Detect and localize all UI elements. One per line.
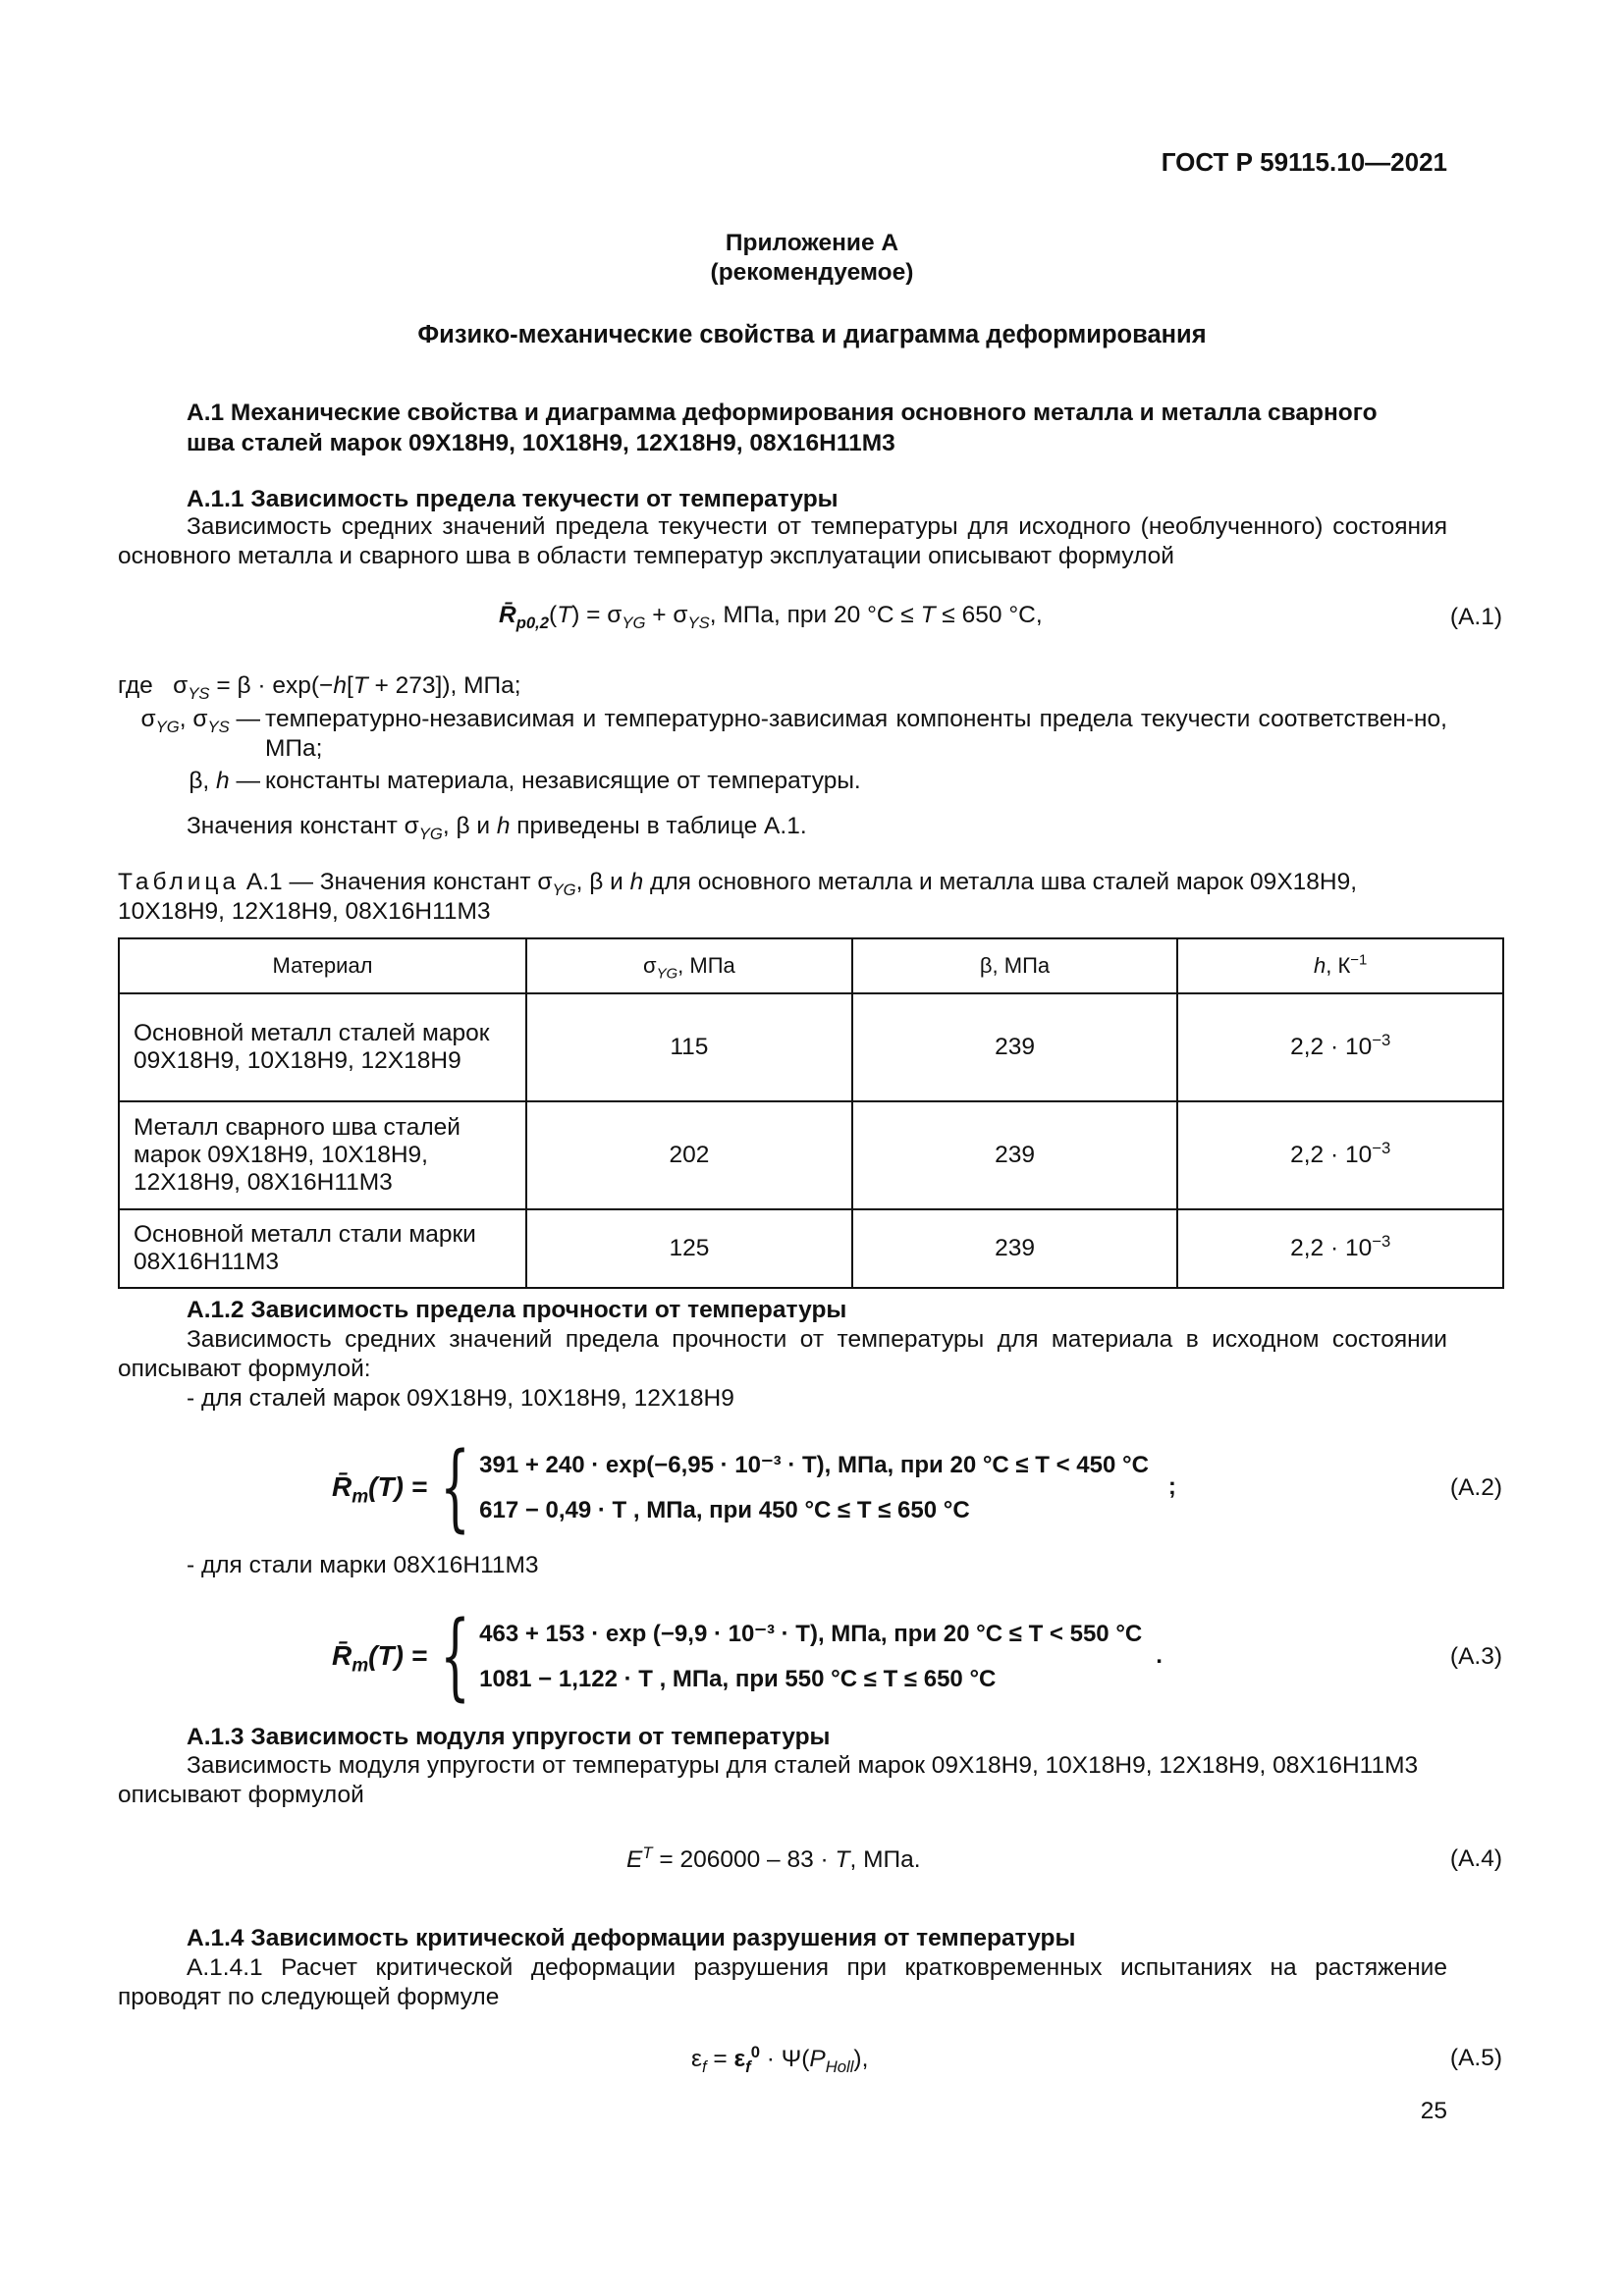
header-beta: β, МПа [852,938,1178,993]
where-label: где [118,672,153,699]
section-a111-heading: А.1.1 Зависимость предела текучести от температуры [187,486,839,512]
definition-sigma-text: температурно-независимая и температурно-зависимая компоненты предела текучести соответствен-но, МПа; [265,706,1447,762]
where-line: где $\sigma_{YS} = \beta \cdot \exp(-h[T + 273])$, МПа; [118,672,521,703]
table-a1 [118,937,1504,1289]
cell-h: $2,2 \cdot 10^{-3}$ [1177,1101,1503,1209]
cell-material: Металл сварного шва сталей марок 09Х18Н9, 10Х18Н9, 12Х18Н9, 08Х16Н11М3 [119,1101,526,1209]
brace-a3: { [440,1601,470,1711]
section-a1-heading-line1: А.1 Механические свойства и диаграмма деформирования основного металла и металла сварного [187,400,1378,426]
table-row [119,993,1503,1101]
equation-a5: $\varepsilon_f = \varepsilon_f^0 \cdot \Psi(P_{Holl})$, [691,2042,869,2076]
section-a112-heading: А.1.2 Зависимость предела прочности от температуры [187,1297,847,1323]
equation-a3-number: (А.3) [1449,1643,1502,1670]
equation-a4-number: (А.4) [1449,1845,1502,1872]
definition-beta-h-text: константы материала, независящие от температуры. [265,768,861,794]
equation-a2-number: (А.2) [1449,1474,1502,1501]
cell-beta: 239 [852,1101,1178,1209]
document-page: ГОСТ Р 59115.10—2021 Приложение А (рекомендуемое) Физико-механические свойства и диаграмма деформирования А.1 Механические свойства и диаграмма деформирования основного металла и металла сварного шва сталей марок 09Х18Н9, 10Х18Н9, 12Х18Н9, 08Х16Н11М3 А.1.1 Зависимость предела текучести от температуры Зависимость средних значений предела текучести от температуры для исходного (необлученного) состояния основного металла и сварного шва в области температур эксплуатации описывают формулой $R̄_{p0,2}(T) = \sigma_{YG} + \sigma_{YS}$, МПа, при 20 °С ≤ T ≤ 650 °С, (А.1) где $\sigma_{YS} = \beta \cdot \exp(-h[T + 273])$, МПа; $\sigma_{YG}$, $\sigma_{YS}$ — температурно-независимая и температурно-зависимая компоненты предела текучести соответствен-но, МПа; β, h — константы материала, независящие от температуры. Значения констант $\sigma_{YG}$, β и h приведены в таблице А.1. Таблица А.1 — Значения констант $\sigma_{YG}$, β и h для основного металла и металла шва сталей марок 09Х18Н9, 10Х18Н9, 12Х18Н9, 08Х16Н11М3 Материал $\sigma_{YG}$, МПа β, МПа h, $К^{-1}$ Основной металл сталей марок 09Х18Н9, 10Х18Н9, 12Х18Н9 115 239 $2,2 \cdot 10^{-3}$ Металл сварного шва сталей марок 09Х18Н9, 10Х18Н9, 12Х18Н9, 08Х16Н11М3 202 239 $2,2 \cdot 10^{-3}$ Основной металл стали марки 08Х16Н11М3 125 239 $2,2 \cdot 10^{-3}$ А.1.2 Зависимость предела прочности от температуры Зависимость средних значений предела прочности от температуры для материала в исходном состоянии описывают формулой: - для сталей марок 09Х18Н9, 10Х18Н9, 12Х18Н9 $R̄_m(T)$ = { 391 + 240 · exp(−6,95 · 10⁻³ · T), МПа, при 20 °С ≤ T < 450 °С 617 − 0,49 · T , МПа, при 450 °С ≤ T ≤ 650 °С ; (А.2) - для стали марки 08Х16Н11М3 $R̄_m(T)$ = { 463 + 153 · exp (−9,9 · 10⁻³ · T), МПа, при 20 °С ≤ T < 550 °С 1081 − 1,122 · T , МПа, при 550 °С ≤ T ≤ 650 °С . (А.3) А.1.3 Зависимость модуля упругости от температуры Зависимость модуля упругости от температуры для сталей марок 09Х18Н9, 10Х18Н9, 12Х18Н9, 08Х16Н11М3 описывают формулой $E^T = 206000 - 83 \cdot T$, МПа. (А.4) А.1.4 Зависимость критической деформации разрушения от температуры А.1.4.1 Расчет критической деформации разрушения при кратковременных испытаниях на растяжение проводят по следующей формуле $\varepsilon_f = \varepsilon_f^0 \cdot \Psi(P_{Holl})$, (А.5) 25 [0,0,1624,2296]
equation-a1-tail: , МПа, при 20 °С ≤ [709,602,921,628]
brace-a2: { [440,1432,470,1542]
header-h: h, $К^{-1}$ [1177,938,1503,993]
section-a1-heading-line2: шва сталей марок 09Х18Н9, 10Х18Н9, 12Х18Н9, 08Х16Н11М3 [187,430,895,456]
section-a113-text-line2: описывают формулой [118,1782,364,1808]
equation-a1: $R̄_{p0,2}(T) = \sigma_{YG} + \sigma_{YS}$, МПа, при 20 °С ≤ T ≤ 650 °С, [499,602,1043,632]
where-def: , МПа; [450,672,521,699]
section-a112-text: Зависимость средних значений предела прочности от температуры для материала в исходном состоянии описывают формулой: [118,1326,1447,1382]
cell-sigma: 202 [526,1101,852,1209]
page-number: 25 [1420,2098,1447,2124]
equation-a3: $R̄_m(T)$ = { 463 + 153 · exp (−9,9 · 10⁻³ · T), МПа, при 20 °С ≤ T < 550 °С 1081 − 1,122 · T , МПа, при 550 °С ≤ T ≤ 650 °С . [332,1601,1163,1711]
appendix-title: Приложение А [725,230,899,256]
table-row [119,1209,1503,1288]
section-a111-text: Зависимость средних значений предела текучести от температуры для исходного (необлученного) состояния основного металла и сварного шва в области температур эксплуатации описывают формулой [118,513,1447,569]
cell-material: Основной металл стали марки 08Х16Н11М3 [119,1209,526,1288]
table-caption-label: Таблица [118,869,241,895]
section-a114-heading: А.1.4 Зависимость критической деформации разрушения от температуры [187,1925,1076,1951]
cell-h: $2,2 \cdot 10^{-3}$ [1177,993,1503,1101]
list-item-steel-08: - для стали марки 08Х16Н11М3 [187,1552,539,1578]
table-header-row [119,938,1503,993]
appendix-subtitle: (рекомендуемое) [710,259,914,286]
cell-material: Основной металл сталей марок 09Х18Н9, 10Х18Н9, 12Х18Н9 [119,993,526,1101]
table-a1-caption: Таблица А.1 — Значения констант $\sigma_{YG}$, β и h для основного металла и металла шва сталей марок 09Х18Н9, [118,869,1358,899]
equation-a3-case2: 1081 − 1,122 · T , МПа, при 550 °С ≤ T ≤ 650 °С [479,1665,997,1692]
header-material: Материал [119,938,526,993]
equation-a2: $R̄_m(T)$ = { 391 + 240 · exp(−6,95 · 10⁻³ · T), МПа, при 20 °С ≤ T < 450 °С 617 − 0,49 · T , МПа, при 450 °С ≤ T ≤ 650 °С ; [332,1432,1176,1542]
constants-note: Значения констант $\sigma_{YG}$, β и h приведены в таблице А.1. [187,813,807,843]
header-sigma: $\sigma_{YG}$, МПа [526,938,852,993]
equation-a3-case1: 463 + 153 · exp (−9,9 · 10⁻³ · T), МПа, при 20 °С ≤ T < 550 °С [479,1620,1143,1647]
standard-number: ГОСТ Р 59115.10—2021 [1161,147,1447,177]
cell-sigma: 125 [526,1209,852,1288]
cell-sigma: 115 [526,993,852,1101]
list-item-steels: - для сталей марок 09Х18Н9, 10Х18Н9, 12Х18Н9 [187,1385,734,1412]
equation-a4: $E^T = 206000 - 83 \cdot T$, МПа. [626,1842,921,1873]
table-a1-caption-line2: 10Х18Н9, 12Х18Н9, 08Х16Н11М3 [118,898,491,925]
equation-a2-case2: 617 − 0,49 · T , МПа, при 450 °С ≤ T ≤ 650 °С [479,1496,970,1523]
cell-beta: 239 [852,1209,1178,1288]
cell-beta: 239 [852,993,1178,1101]
table-row [119,1101,1503,1209]
equation-a2-case1: 391 + 240 · exp(−6,95 · 10⁻³ · T), МПа, при 20 °С ≤ T < 450 °С [479,1451,1149,1478]
cell-h: $2,2 \cdot 10^{-3}$ [1177,1209,1503,1288]
equation-a5-number: (А.5) [1449,2045,1502,2071]
appendix-heading: Физико-механические свойства и диаграмма деформирования [417,321,1207,348]
section-a113-heading: А.1.3 Зависимость модуля упругости от температуры [187,1724,831,1750]
section-a114-text: А.1.4.1 Расчет критической деформации разрушения при кратковременных испытаниях на растяжение проводят по следующей формуле [118,1954,1447,2010]
section-a113-text-line1: Зависимость модуля упругости от температуры для сталей марок 09Х18Н9, 10Х18Н9, 12Х18Н9, 08Х16Н11М3 [187,1752,1419,1779]
equation-a1-tail2: ≤ 650 °С, [935,602,1043,628]
equation-a1-number: (А.1) [1449,604,1502,630]
